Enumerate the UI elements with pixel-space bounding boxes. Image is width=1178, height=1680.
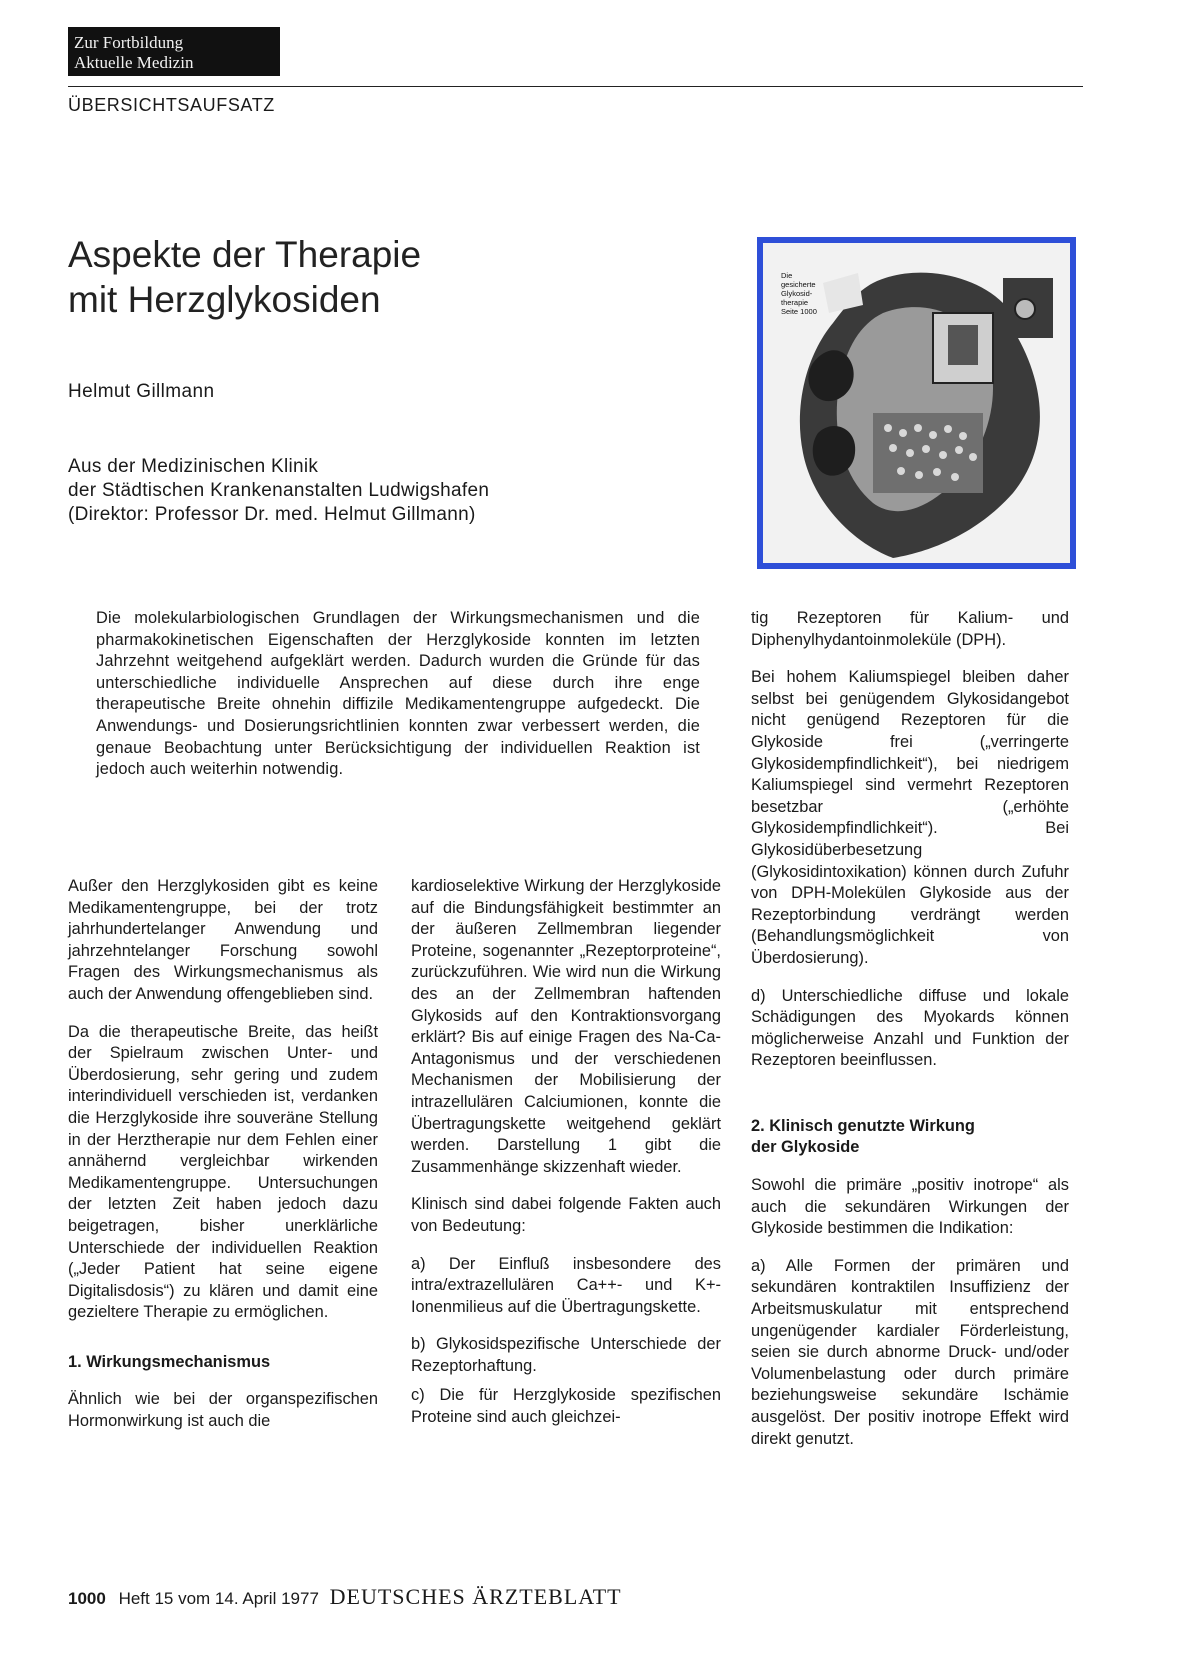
text-column-3 xyxy=(751,608,1069,1466)
list-item: d) Unterschiedliche diffuse und lokale Schädigungen des Myokards können möglicherweise Anzahl und Funktion der Rezeptoren beeinflussen. xyxy=(751,986,1069,1070)
section-label: ÜBERSICHTSAUFSATZ xyxy=(68,95,275,115)
paragraph: tig Rezeptoren für Kalium- und Diphenylhydantoinmoleküle (DPH). xyxy=(751,609,1069,649)
cover-caption-line-5: Seite 1000 xyxy=(781,307,817,316)
title-line-1: Aspekte der Therapie xyxy=(68,234,422,275)
text-column-1 xyxy=(68,876,378,1449)
paragraph: Da die therapeutische Breite, das heißt der Spielraum zwischen Unter- und Überdosierung, sehr gering und zudem interindividuell verschieden ist, verdanken die Herzglykoside ihre souveräne Stellung in der Herztherapie nur dem Fehlen einer annähernd vergleichbar wirkenden Medikamentengruppe. Untersuchungen der letzten Zeit haben jedoch dazu beigetragen, bisher unerklärliche Unterschiede der individuellen Reaktion („Jeder Patient hat seine eigene Digitalisdosis“) zu klären und damit eine gezieltere Therapie zu ermöglichen. xyxy=(68,1022,378,1322)
cover-caption-line-3: Glykosid- xyxy=(781,289,813,298)
section-heading: 1. Wirkungsmechanismus xyxy=(68,1352,271,1371)
page-footer xyxy=(68,1584,622,1610)
paragraph: Klinisch sind dabei folgende Fakten auch von Bedeutung: xyxy=(411,1195,721,1235)
cover-illustration xyxy=(757,237,1076,569)
section-heading-line-2: der Glykoside xyxy=(751,1138,860,1157)
affiliation-line-2: der Städtischen Krankenanstalten Ludwigshafen xyxy=(68,480,490,501)
abstract: Die molekularbiologischen Grundlagen der Wirkungsmechanismen und die pharmakokinetischen Eigenschaften der Herzglykoside konnten im letzten Jahrzehnt weitgehend aufgeklärt werden. Dadurch wurden die Gründe für das unterschiedliche individuelle Ansprechen auf diese durch ihre enge therapeutische Breite ohnehin diffizile Medikamentengruppe aufgedeckt. Die Anwendungs- und Dosierungsrichtlinien konnten zwar verbessert werden, die genaue Beobachtung unter Berücksichtigung der individuellen Reaktion ist jedoch auch weiterhin notwendig. xyxy=(96,609,700,779)
affiliation xyxy=(68,455,489,527)
section-heading xyxy=(751,1116,1069,1159)
header-rule xyxy=(68,86,1083,87)
list-item: a) Alle Formen der primären und sekundären kontraktilen Insuffizienz der Arbeitsmuskulatur mit entsprechend ungenügender kardialer Förderleistung, seien sie durch abnorme Druck- und/oder Volumenbelastung oder durch primäre beziehungsweise sekundäre Ischämie ausgelöst. Der positiv inotrope Effekt wird direkt genutzt. xyxy=(751,1256,1069,1448)
issue-info: Heft 15 vom 14. April 1977 xyxy=(118,1589,319,1608)
cover-caption xyxy=(781,271,831,316)
paragraph: kardioselektive Wirkung der Herzglykoside auf die Bindungsfähigkeit bestimmter an der äußeren Zellmembran liegender Proteine, sogenannter „Rezeptorproteine“, zurückzuführen. Wie wird nun die Wirkung des an der Zellmembran haftenden Glykosids auf den Kontraktionsvorgang erklärt? Bis auf einige Fragen des Na-Ca-Antagonismus und der verschiedenen Mechanismen der Mobilisierung der intrazellulären Calciumionen, konnte die Übertragungskette weitgehend geklärt werden. Darstellung 1 gibt die Zusammenhänge skizzenhaft wieder. xyxy=(411,877,721,1176)
series-line-1: Zur Fortbildung xyxy=(74,33,184,52)
list-item: a) Der Einfluß insbesondere des intra/extrazellulären Ca++- und K+-Ionenmilieus auf die Übertragungskette. xyxy=(411,1254,721,1316)
page-number: 1000 xyxy=(68,1589,106,1608)
cover-caption-line-2: gesicherte xyxy=(781,280,816,289)
cover-caption-line-1: Die xyxy=(781,271,793,280)
affiliation-line-3: (Direktor: Professor Dr. med. Helmut Gillmann) xyxy=(68,504,476,525)
list-item: c) Die für Herzglykoside spezifischen Proteine sind auch gleichzei- xyxy=(411,1386,721,1427)
cover-caption-line-4: therapie xyxy=(781,298,809,307)
paragraph: Sowohl die primäre „positiv inotrope“ als auch die sekundären Wirkungen der Glykoside bestimmen die Indikation: xyxy=(751,1176,1069,1238)
affiliation-line-1: Aus der Medizinischen Klinik xyxy=(68,456,319,477)
article-title xyxy=(68,232,421,322)
section-heading-line-1: 2. Klinisch genutzte Wirkung xyxy=(751,1116,975,1135)
title-line-2: mit Herzglykosiden xyxy=(68,279,381,320)
series-label xyxy=(68,27,280,76)
list-item: b) Glykosidspezifische Unterschiede der Rezeptorhaftung. xyxy=(411,1335,721,1375)
author-name: Helmut Gillmann xyxy=(68,381,215,402)
paragraph: Außer den Herzglykosiden gibt es keine Medikamentengruppe, bei der trotz jahrhundertelanger Anwendung und jahrzehntelanger Forschung sowohl Fragen des Wirkungsmechanismus als auch der Anwendung offengeblieben sind. xyxy=(68,877,378,1003)
paragraph: Ähnlich wie bei der organspezifischen Hormonwirkung ist auch die xyxy=(68,1390,378,1431)
journal-name: DEUTSCHES ÄRZTEBLATT xyxy=(329,1584,622,1609)
text-column-2 xyxy=(411,876,721,1445)
series-line-2: Aktuelle Medizin xyxy=(74,53,194,72)
paragraph: Bei hohem Kaliumspiegel bleiben daher selbst bei genügendem Glykosidangebot nicht genügend Rezeptoren für die Glykoside frei („verringerte Glykosidempfindlichkeit“), bei niedrigem Kaliumspiegel sind vermehrt Rezeptoren besetzbar („erhöhte Glykosidempfindlichkeit“). Bei Glykosidüberbesetzung (Glykosidintoxikation) können durch Zufuhr von DPH-Molekülen Glykoside aus der Rezeptorbindung verdrängt werden (Behandlungsmöglichkeit von Überdosierung). xyxy=(751,668,1069,967)
